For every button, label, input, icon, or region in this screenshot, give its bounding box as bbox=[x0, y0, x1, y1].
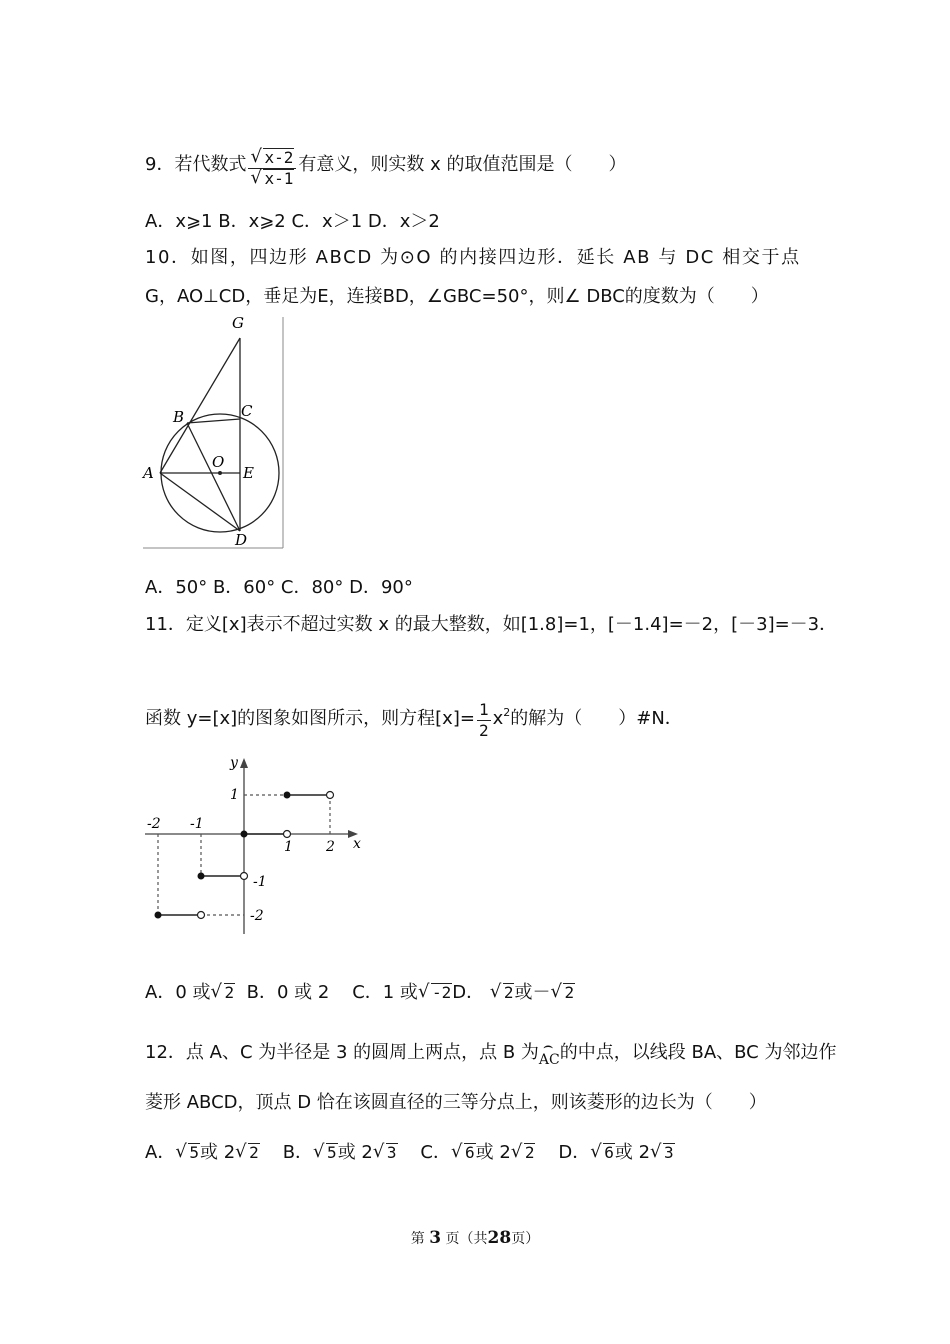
line-bd bbox=[187, 423, 240, 531]
q11-opt-b: B．0 或 2 bbox=[246, 982, 330, 1003]
label-e: E bbox=[243, 464, 254, 482]
label-b: B bbox=[173, 408, 185, 426]
q10-line2: G，AO⊥CD，垂足为E，连接BD，∠GBC=50°，则∠ DBC的度数为（ ） bbox=[145, 286, 769, 307]
line-ad bbox=[160, 473, 240, 531]
q12-opt-c-mid: 或 2 bbox=[475, 1142, 511, 1163]
q12-line1-prefix: 12．点 A、C 为半径是 3 的圆周上两点，点 B 为 bbox=[145, 1042, 539, 1063]
tick-x-2: 2 bbox=[326, 839, 335, 855]
open-dot-neg1-neg2 bbox=[198, 912, 205, 919]
q12-opt-c-label: C． bbox=[420, 1142, 451, 1163]
q12-opt-b-r1: √ 5 bbox=[313, 1143, 338, 1163]
q10-options: A．50° B．60° C．80° D．90° bbox=[145, 577, 413, 598]
tick-y-neg1: -1 bbox=[253, 874, 267, 890]
closed-dot-1 bbox=[284, 792, 291, 799]
q11-opt-d: D． bbox=[452, 982, 485, 1003]
q12-opt-b-mid: 或 2 bbox=[337, 1142, 373, 1163]
q12-arc-ac: ⌢ AC bbox=[539, 1047, 560, 1073]
page-number: 3 bbox=[429, 1228, 442, 1248]
q12-opt-a-mid: 或 2 bbox=[199, 1142, 236, 1163]
q11-line2-suffix: 的解为（ ）#N． bbox=[510, 708, 683, 729]
q11-graph bbox=[140, 750, 370, 940]
label-g: G bbox=[232, 314, 244, 332]
center-point bbox=[218, 471, 222, 475]
q11-options bbox=[145, 980, 575, 1006]
q12-opt-d-r1: √ 6 bbox=[590, 1143, 615, 1163]
page-total: 28 bbox=[487, 1228, 512, 1248]
x-axis-label: x bbox=[353, 836, 361, 852]
tick-x-neg2: -2 bbox=[147, 816, 161, 832]
q11-var: x bbox=[492, 708, 504, 729]
q12-opt-c-r2: √ 2 bbox=[511, 1143, 536, 1163]
q12-opt-c-r1: √ 6 bbox=[451, 1143, 476, 1163]
q12-options bbox=[145, 1140, 675, 1166]
q12-opt-a-label: A． bbox=[145, 1142, 176, 1163]
q10-figure bbox=[140, 312, 290, 557]
q12-line1 bbox=[145, 1040, 836, 1067]
q12-opt-d-r2: √ 3 bbox=[650, 1143, 675, 1163]
y-axis-label: y bbox=[230, 755, 238, 771]
tick-x-1: 1 bbox=[284, 839, 293, 855]
q11-sup: 2 bbox=[503, 706, 511, 719]
y-axis-arrow bbox=[240, 758, 248, 768]
q9-options: A．x⩾1 B．x⩾2 C．x＞1 D．x＞2 bbox=[145, 211, 440, 232]
q11-opt-a: A．0 或 bbox=[145, 982, 211, 1003]
q11-opt-d-rad2: √ 2 bbox=[550, 983, 575, 1003]
q9-stem bbox=[145, 148, 626, 189]
q12-opt-d-label: D． bbox=[558, 1142, 591, 1163]
open-dot-1-0 bbox=[284, 831, 291, 838]
q12-opt-b-label: B． bbox=[282, 1142, 314, 1163]
q9-prefix: 9．若代数式 bbox=[145, 154, 247, 175]
q12-opt-a-r2: √ 2 bbox=[235, 1143, 260, 1163]
tick-y-neg2: -2 bbox=[250, 908, 264, 924]
q9-den-radical: √ x-1 bbox=[250, 169, 294, 189]
label-c: C bbox=[241, 402, 253, 420]
q11-opt-d-rad1: √ 2 bbox=[490, 983, 515, 1003]
label-d: D bbox=[235, 531, 248, 549]
closed-dot-0 bbox=[241, 831, 248, 838]
closed-dot-neg1 bbox=[198, 873, 205, 880]
q11-line2-prefix: 函数 y=[x]的图象如图所示，则方程[x]= bbox=[145, 708, 475, 729]
page-footer: 第 3 页（共28页） bbox=[410, 1228, 540, 1248]
q11-fraction: $\frac{1}{2}$ bbox=[478, 700, 489, 740]
label-o: O bbox=[212, 453, 225, 471]
q12-opt-a-r1: √ 5 bbox=[175, 1143, 200, 1163]
q12-line1-suffix: 的中点，以线段 BA、BC 为邻边作 bbox=[559, 1042, 837, 1063]
q11-line2 bbox=[145, 700, 683, 741]
label-a: A bbox=[143, 464, 154, 482]
line-ag bbox=[160, 338, 240, 473]
tick-y-1: 1 bbox=[230, 787, 239, 803]
q9-num-radical: √ x-2 bbox=[250, 148, 294, 168]
open-dot-0-neg1 bbox=[241, 873, 248, 880]
q12-opt-b-r2: √ 3 bbox=[373, 1143, 398, 1163]
q11-line1: 11．定义[x]表示不超过实数 x 的最大整数，如[1.8]=1，[－1.4]=－2，[－3]=－3． bbox=[145, 614, 838, 635]
q11-opt-c-rad: √ -2 bbox=[418, 983, 452, 1003]
q12-line2: 菱形 ABCD，顶点 D 恰在该圆直径的三等分点上，则该菱形的边长为（ ） bbox=[145, 1092, 767, 1113]
tick-x-neg1: -1 bbox=[190, 816, 204, 832]
q11-opt-c: C．1 或 bbox=[352, 982, 418, 1003]
open-dot-2-1 bbox=[327, 792, 334, 799]
q10-line1: 10．如图，四边形 ABCD 为⊙O 的内接四边形．延长 AB 与 DC 相交于点 bbox=[145, 247, 801, 268]
closed-dot-neg2 bbox=[155, 912, 162, 919]
q9-suffix: 有意义，则实数 x 的取值范围是（ ） bbox=[298, 154, 627, 175]
q11-opt-d-mid: 或－ bbox=[514, 982, 551, 1003]
q9-fraction bbox=[248, 148, 296, 189]
q12-opt-d-mid: 或 2 bbox=[614, 1142, 651, 1163]
q11-opt-a-rad: √ 2 bbox=[211, 983, 236, 1003]
